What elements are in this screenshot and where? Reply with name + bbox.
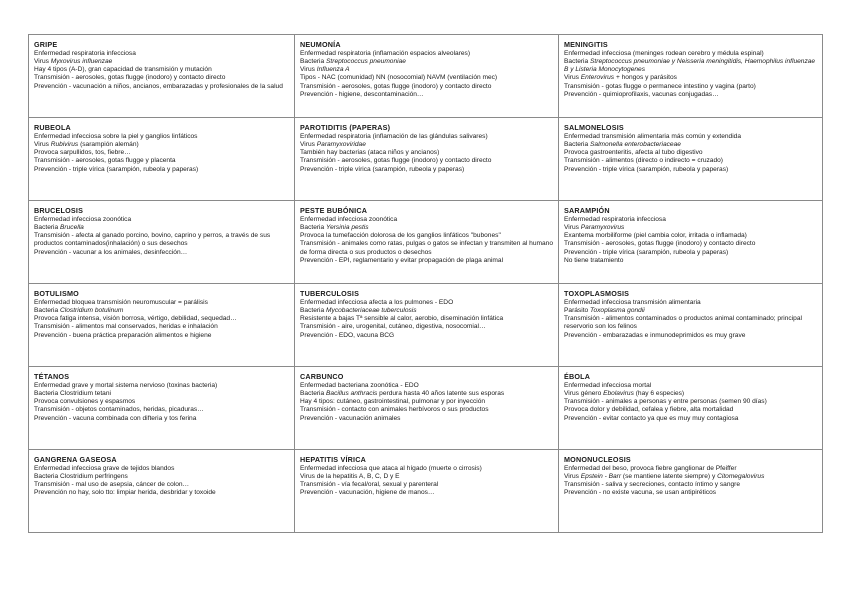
- disease-cell: [29, 450, 295, 533]
- disease-cell: [29, 367, 295, 450]
- disease-detail-line: Bacteria Brucella: [34, 223, 84, 231]
- disease-cell: [559, 35, 823, 118]
- disease-detail-line: Virus de la hepatitis A, B, C, D y E: [300, 472, 400, 480]
- disease-detail-line: Enfermedad infecciosa transmisión alimentaria: [564, 298, 701, 306]
- disease-detail-line: Bacteria Clostridium tetani: [34, 389, 111, 397]
- disease-detail-line: Transmisión - animales como ratas, pulgas o gatos se infectan y transmiten al humano de forma directa o sus productos o desechos: [300, 240, 554, 256]
- disease-detail-line: Enfermedad del beso, provoca fiebre ganglionar de Pfeiffer: [564, 464, 737, 472]
- disease-title: SARAMPIÓN: [564, 206, 610, 215]
- disease-detail-line: Virus Enterovirus + hongos y parásitos: [564, 74, 677, 82]
- disease-detail-line: Transmisión - aerosoles, gotas flugge y placenta: [34, 157, 176, 165]
- disease-detail-line: Prevención - vacuna combinada con difteria y tos ferina: [34, 414, 197, 422]
- disease-detail-line: Bacteria Salmonella enterobacteriaceae: [564, 140, 681, 148]
- disease-detail-line: Provoca convulsiones y espasmos: [34, 398, 136, 406]
- disease-cell: [295, 450, 559, 533]
- disease-detail-line: Prevención - EDO, vacuna BCG: [300, 331, 395, 339]
- disease-detail-line: Prevención - triple vírica (sarampión, rubeola y paperas): [300, 165, 465, 173]
- disease-detail-line: Prevención - vacunar a los animales, desinfección…: [34, 248, 188, 256]
- disease-cell: [559, 201, 823, 284]
- disease-title: TOXOPLASMOSIS: [564, 289, 630, 298]
- disease-cell: [559, 367, 823, 450]
- disease-detail-line: Enfermedad transmisión alimentaria más común y extendida: [564, 132, 742, 140]
- disease-detail-line: Bacteria Mycobacteriaceae tuberculosis: [300, 306, 417, 314]
- disease-title: GANGRENA GASEOSA: [34, 455, 117, 464]
- disease-detail-line: Enfermedad infecciosa zoonótica: [300, 215, 398, 223]
- disease-detail-line: Prevención - no existe vacuna, se usan antipiréticos: [564, 489, 717, 497]
- disease-cell: [559, 450, 823, 533]
- disease-detail-line: Transmisión - contacto con animales herbívoros o sus productos: [300, 406, 489, 414]
- disease-detail-line: Transmisión - vía fecal/oral, sexual y parenteral: [300, 481, 439, 489]
- disease-detail-line: Transmisión - aerosoles, gotas flugge (inodoro) y contacto directo: [34, 74, 226, 82]
- disease-cell: [295, 367, 559, 450]
- disease-detail-line: Transmisión - aerosoles, gotas flugge (inodoro) y contacto directo: [300, 157, 492, 165]
- disease-detail-line: Prevención - quimioprofilaxis, vacunas conjugadas…: [564, 90, 719, 98]
- disease-detail-line: Enfermedad respiratoria infecciosa: [564, 215, 666, 223]
- disease-detail-line: Bacteria Clostridium botulinum: [34, 306, 124, 314]
- disease-cell: [29, 118, 295, 201]
- disease-detail-line: Prevención - vacunación, higiene de manos…: [300, 489, 435, 497]
- disease-cell: [295, 118, 559, 201]
- disease-detail-line: Enfermedad respiratoria (inflamación de las glándulas salivares): [300, 132, 488, 140]
- disease-detail-line: Prevención - triple vírica (sarampión, rubeola y paperas): [34, 165, 199, 173]
- disease-detail-line: Transmisión - saliva y secreciones, contacto íntimo y sangre: [564, 481, 741, 489]
- disease-detail-line: Prevención no hay, solo tto: limpiar herida, desbridar y toxoide: [34, 489, 216, 497]
- disease-detail-line: Transmisión - aerosoles, gotas flugge (inodoro) y contacto directo: [564, 240, 756, 248]
- disease-detail-line: Prevención - EPI, reglamentario y evitar propagación de plaga animal: [300, 256, 504, 264]
- disease-detail-line: También hay bacterias (ataca niños y ancianos): [300, 149, 440, 157]
- disease-detail-line: Provoca sarpullidos, tos, fiebre…: [34, 149, 131, 157]
- disease-detail-line: Parásito Toxoplasma gondii: [564, 306, 645, 314]
- disease-detail-line: Enfermedad infecciosa afecta a los pulmones - EDO: [300, 298, 454, 306]
- disease-title: HEPATITIS VÍRICA: [300, 455, 367, 464]
- disease-detail-line: Prevención - vacunación animales: [300, 414, 401, 422]
- disease-title: GRIPE: [34, 40, 58, 49]
- disease-detail-line: Prevención - vacunación a niños, ancianos, embarazadas y profesionales de la salud: [34, 82, 283, 90]
- disease-detail-line: Hay 4 tipos (A-D), gran capacidad de transmisión y mutación: [34, 66, 212, 74]
- disease-detail-line: Transmisión - aerosoles, gotas flugge (inodoro) y contacto directo: [300, 82, 492, 90]
- disease-cell: [559, 118, 823, 201]
- disease-detail-line: Enfermedad infecciosa mortal: [564, 381, 652, 389]
- disease-detail-line: Prevención - triple vírica (sarampión, rubeola y paperas): [564, 248, 729, 256]
- disease-detail-line: Virus Paramyxoviridae: [300, 140, 366, 148]
- disease-detail-line: Enfermedad respiratoria infecciosa: [34, 49, 136, 57]
- disease-detail-line: Transmisión - animales a personas y entre personas (semen 90 días): [564, 398, 767, 406]
- disease-detail-line: Prevención - triple vírica (sarampión, rubeola y paperas): [564, 165, 729, 173]
- disease-detail-line: Provoca dolor y debilidad, cefalea y fiebre, alta mortalidad: [564, 406, 734, 414]
- disease-cell: [295, 201, 559, 284]
- disease-title: PAROTIDITIS (PAPERAS): [300, 123, 391, 132]
- disease-detail-line: Transmisión - alimentos mal conservados, heridas e inhalación: [34, 323, 218, 331]
- disease-detail-line: Virus Myxovirus influenzae: [34, 57, 113, 65]
- disease-detail-line: Prevención - buena práctica preparación alimentos e higiene: [34, 331, 212, 339]
- disease-detail-line: Transmisión - objetos contaminados, heridas, picaduras…: [34, 406, 204, 414]
- disease-cell: [295, 284, 559, 367]
- disease-detail-line: Virus Influenza A: [300, 66, 350, 74]
- disease-title: TUBERCULOSIS: [300, 289, 360, 298]
- disease-detail-line: Hay 4 tipos: cutáneo, gastrointestinal, pulmonar y por inyección: [300, 398, 486, 406]
- disease-detail-line: Transmisión - alimentos contaminados o productos animal contaminado; principal reservorio son los felinos: [564, 315, 802, 331]
- disease-title: MONONUCLEOSIS: [564, 455, 631, 464]
- disease-detail-line: Prevención - evitar contacto ya que es muy muy contagiosa: [564, 414, 739, 422]
- disease-cell: [29, 284, 295, 367]
- disease-detail-line: Exantema morbiliforme (piel cambia color, irritada o inflamada): [564, 232, 747, 240]
- disease-detail-line: Provoca gastroenteritis, afecta al tubo digestivo: [564, 149, 703, 157]
- disease-detail-line: Transmisión - afecta al ganado porcino, bovino, caprino y perros, a través de sus productos contaminados(inhalación) o sus desechos: [34, 232, 271, 248]
- disease-detail-line: Enfermedad bacteriana zoonótica - EDO: [300, 381, 419, 389]
- disease-title: TÉTANOS: [34, 372, 70, 381]
- disease-detail-line: Enfermedad infecciosa (meninges rodean cerebro y médula espinal): [564, 49, 764, 57]
- disease-detail-line: Transmisión - gotas flugge o permanece intestino y vagina (parto): [564, 82, 756, 90]
- disease-detail-line: Virus género Ebolavirus (hay 6 especies): [564, 389, 685, 397]
- disease-detail-line: Enfermedad infecciosa que ataca al hígado (muerte o cirrosis): [300, 464, 482, 472]
- disease-detail-line: Enfermedad infecciosa zoonótica: [34, 215, 132, 223]
- disease-detail-line: Tipos - NAC (comunidad) NN (nosocomial) NAVM (ventilación mec): [300, 74, 498, 82]
- disease-detail-line: Bacteria Streptococcus pneumoniae y Neisseria meningitidis, Haemophilus influenzae B y Listeria Monocytogenes: [564, 57, 816, 74]
- disease-detail-line: Enfermedad grave y mortal sistema nervioso (toxinas bacteria): [34, 381, 218, 389]
- disease-detail-line: Virus Rubivirus (sarampión alemán): [34, 140, 139, 148]
- disease-title: NEUMONÍA: [300, 40, 341, 49]
- disease-detail-line: Virus Epstein - Barr (se mantiene latente siempre) y Citomegalovirus: [564, 472, 765, 480]
- disease-detail-line: Enfermedad bloquea transmisión neuromuscular = parálisis: [34, 298, 208, 306]
- disease-cell: [559, 284, 823, 367]
- disease-detail-line: No tiene tratamiento: [564, 256, 624, 264]
- disease-detail-line: Enfermedad respiratoria (inflamación espacios alveolares): [300, 49, 471, 57]
- disease-title: CARBUNCO: [300, 372, 344, 381]
- disease-cell: [29, 35, 295, 118]
- disease-detail-line: Resistente a bajas Tª sensible al calor, aerobio, diseminación linfática: [300, 315, 504, 323]
- disease-detail-line: Provoca la tumefacción dolorosa de los ganglios linfáticos "bubones": [300, 232, 501, 240]
- disease-detail-line: Transmisión - mal uso de asepsia, cáncer de colon…: [34, 481, 190, 489]
- disease-table: [28, 34, 823, 533]
- disease-detail-line: Prevención - embarazadas e inmunodeprimidos es muy grave: [564, 331, 746, 339]
- disease-detail-line: Transmisión - alimentos (directo o indirecto = cruzado): [564, 157, 723, 165]
- disease-detail-line: Enfermedad infecciosa grave de tejidos blandos: [34, 464, 175, 472]
- disease-detail-line: Bacteria Yersinia pestis: [300, 223, 369, 231]
- disease-detail-line: Provoca fatiga intensa, visión borrosa, vértigo, debilidad, sequedad…: [34, 315, 237, 323]
- disease-detail-line: Transmisión - aire, urogenital, cutáneo, digestiva, nosocomial…: [300, 323, 486, 331]
- disease-title: ÉBOLA: [564, 372, 591, 381]
- disease-title: BRUCELOSIS: [34, 206, 84, 215]
- disease-title: PESTE BUBÓNICA: [300, 206, 368, 215]
- disease-detail-line: Prevención - higiene, descontaminación…: [300, 90, 424, 98]
- disease-detail-line: Virus Paramyxovirus: [564, 223, 625, 231]
- disease-detail-line: Bacteria Streptococcus pneumoniae: [300, 57, 406, 65]
- disease-cell: [295, 35, 559, 118]
- disease-title: MENINGITIS: [564, 40, 608, 49]
- disease-detail-line: Bacteria Bacillus anthracis perdura hasta 40 años latente sus esporas: [300, 389, 505, 397]
- disease-title: BOTULISMO: [34, 289, 79, 298]
- disease-detail-line: Bacteria Clostridium perfringens: [34, 472, 128, 480]
- disease-title: RUBEOLA: [34, 123, 71, 132]
- disease-title: SALMONELOSIS: [564, 123, 624, 132]
- disease-detail-line: Enfermedad infecciosa sobre la piel y ganglios linfáticos: [34, 132, 198, 140]
- disease-cell: [29, 201, 295, 284]
